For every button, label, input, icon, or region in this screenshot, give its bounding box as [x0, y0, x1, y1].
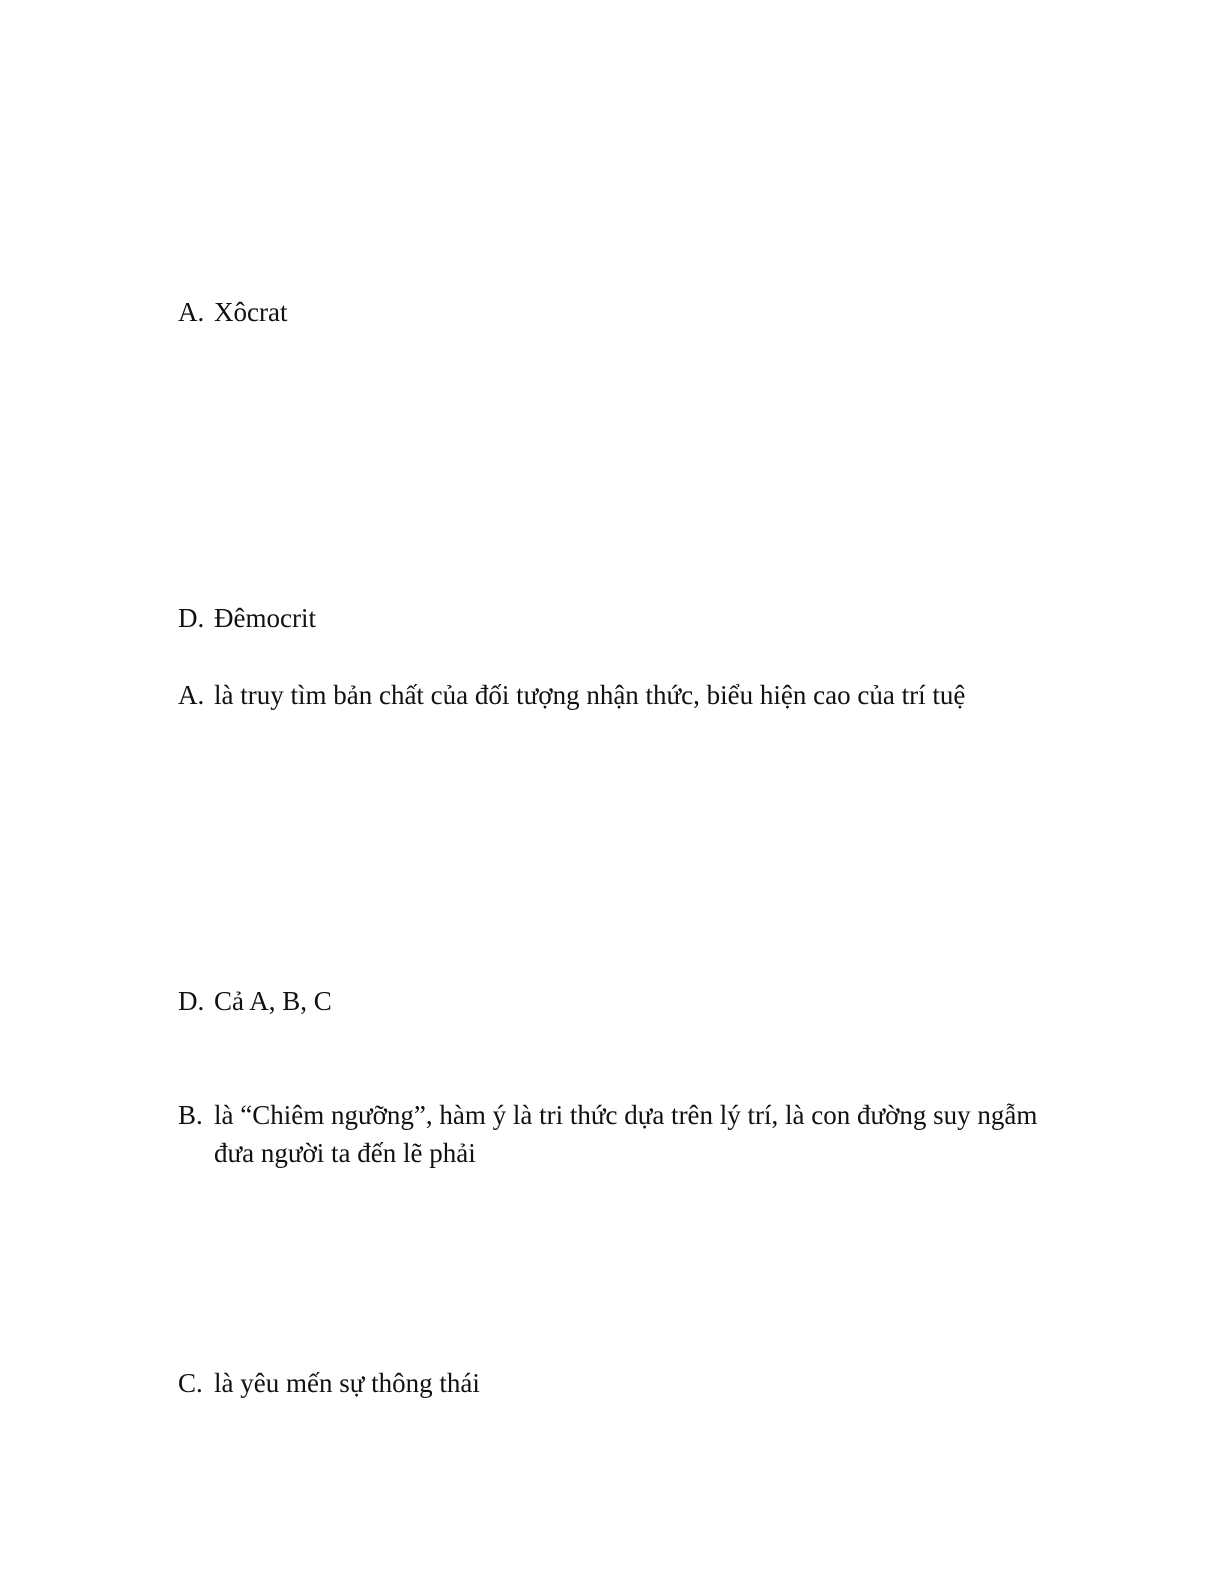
- option-letter: A.: [178, 297, 205, 327]
- answer-option: [178, 676, 1078, 714]
- option-text: là “Chiêm ngưỡng”, hàm ý là tri thức dựa trên lý trí, là con đường suy ngẫm đưa người ta đến lẽ phải: [214, 1100, 1038, 1168]
- option-text: là truy tìm bản chất của đối tượng nhận thức, biểu hiện cao của trí tuệ: [214, 680, 966, 710]
- option-letter: D.: [178, 603, 205, 633]
- answer-option: [178, 1364, 1078, 1402]
- option-letter: D.: [178, 986, 205, 1016]
- option-text: là yêu mến sự thông thái: [214, 1368, 480, 1398]
- option-letter: C.: [178, 1368, 203, 1398]
- answer-option: [178, 1096, 1078, 1172]
- answer-option: [178, 982, 1078, 1020]
- answer-option: [178, 293, 1078, 331]
- option-text: Đêmocrit: [214, 603, 316, 633]
- option-letter: B.: [178, 1100, 203, 1130]
- answer-option: [178, 599, 1078, 637]
- option-text: Xôcrat: [214, 297, 288, 327]
- option-text: Cả A, B, C: [214, 986, 332, 1016]
- option-letter: A.: [178, 680, 205, 710]
